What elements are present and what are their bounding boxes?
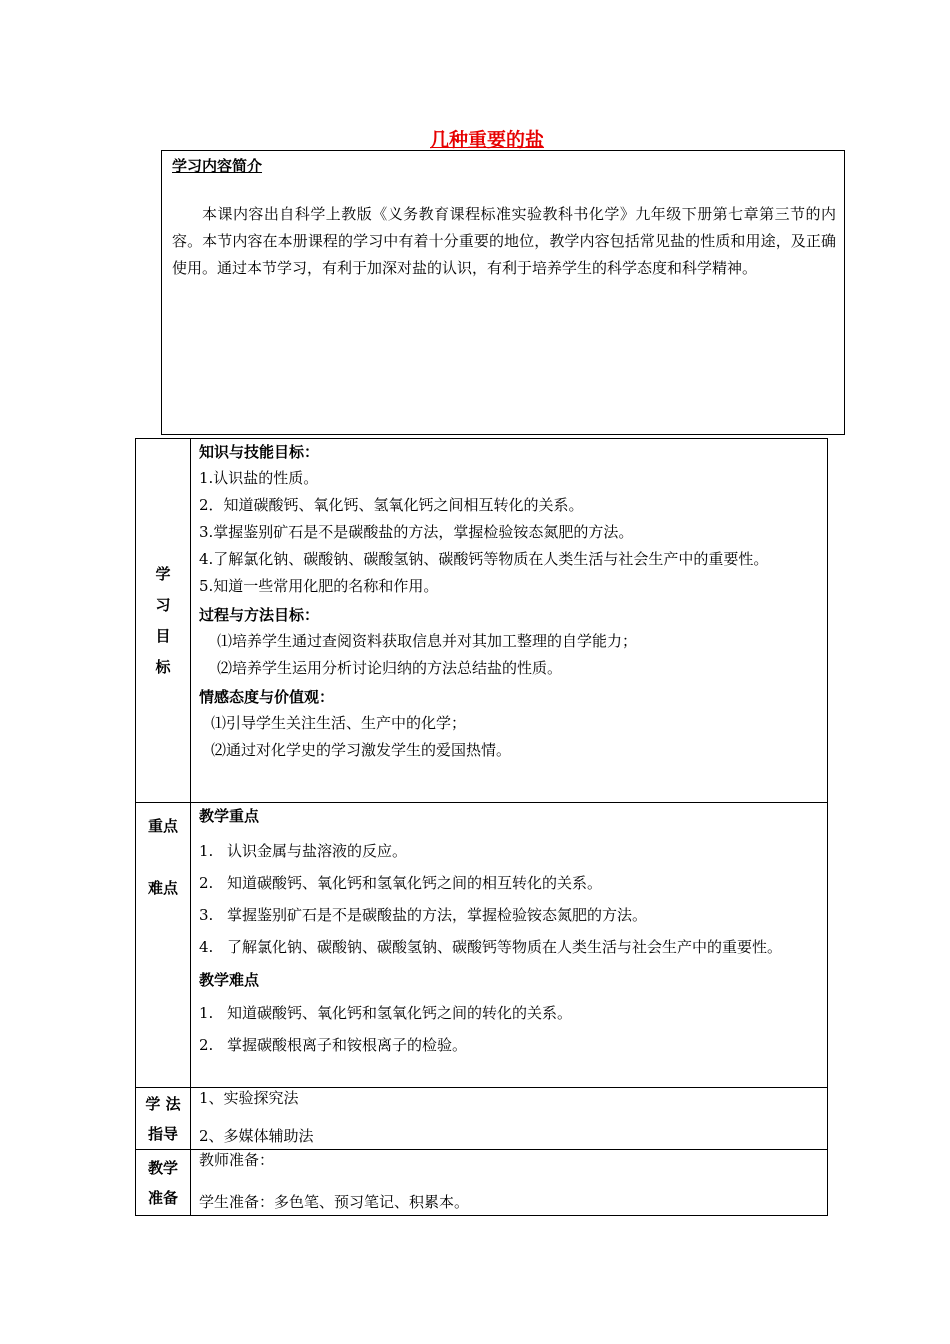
prep-label: 教学 准备 bbox=[136, 1150, 191, 1216]
knowledge-item: 5.知道一些常用化肥的名称和作用。 bbox=[199, 577, 439, 595]
knowledge-heading: 知识与技能目标： bbox=[199, 443, 320, 461]
goals-row bbox=[136, 439, 828, 803]
difficulty-heading: 教学难点 bbox=[199, 971, 260, 989]
knowledge-item: 3.掌握鉴别矿石是不是碳酸盐的方法，掌握检验铵态氮肥的方法。 bbox=[199, 523, 634, 541]
intro-heading: 学习内容简介 bbox=[172, 157, 263, 175]
focus-heading: 教学重点 bbox=[199, 807, 260, 825]
methods-row bbox=[136, 1088, 828, 1150]
focus-item: 1. 认识金属与盐溶液的反应。 bbox=[199, 842, 408, 860]
process-heading: 过程与方法目标： bbox=[199, 606, 320, 624]
document-title: 几种重要的盐 bbox=[430, 129, 545, 151]
methods-content bbox=[191, 1088, 828, 1150]
emotion-item: ⑵通过对化学史的学习激发学生的爱国热情。 bbox=[211, 741, 512, 759]
intro-box bbox=[161, 150, 845, 435]
emotion-heading: 情感态度与价值观： bbox=[199, 688, 335, 706]
focus-item: 4. 了解氯化钠、碳酸钠、碳酸氢钠、碳酸钙等物质在人类生活与社会生产中的重要性。 bbox=[199, 938, 783, 956]
goals-content bbox=[191, 439, 828, 803]
process-item: ⑵培养学生运用分析讨论归纳的方法总结盐的性质。 bbox=[217, 659, 563, 677]
prep-row bbox=[136, 1150, 828, 1216]
methods-label: 学 法 指导 bbox=[136, 1088, 191, 1150]
lesson-plan-table bbox=[135, 438, 828, 1216]
goals-label: 学 习 目 标 bbox=[136, 439, 191, 803]
method-item: 1、实验探究法 bbox=[199, 1089, 299, 1107]
teacher-prep: 教师准备： bbox=[199, 1151, 275, 1169]
knowledge-item: 1.认识盐的性质。 bbox=[199, 469, 319, 487]
difficulty-item: 1. 知道碳酸钙、氧化钙和氢氧化钙之间的转化的关系。 bbox=[199, 1004, 573, 1022]
intro-text: 本课内容出自科学上教版《义务教育课程标准实验教科书化学》九年级下册第七章第三节的内容。本节内容在本册课程的学习中有着十分重要的地位，教学内容包括常见盐的性质和用途，及正确使用。通过本节学习，有利于加深对盐的认识，有利于培养学生的科学态度和科学精神。 bbox=[172, 205, 836, 277]
prep-content bbox=[191, 1150, 828, 1216]
focus-item: 2. 知道碳酸钙、氧化钙和氢氧化钙之间的相互转化的关系。 bbox=[199, 874, 603, 892]
keypoints-content bbox=[191, 803, 828, 1088]
process-item: ⑴培养学生通过查阅资料获取信息并对其加工整理的自学能力； bbox=[217, 632, 638, 650]
student-prep: 学生准备：多色笔、预习笔记、积累本。 bbox=[199, 1193, 470, 1211]
keypoints-label: 重点 难点 bbox=[136, 803, 191, 1088]
knowledge-item: 4.了解氯化钠、碳酸钠、碳酸氢钠、碳酸钙等物质在人类生活与社会生产中的重要性。 bbox=[199, 550, 769, 568]
emotion-item: ⑴引导学生关注生活、生产中的化学； bbox=[211, 714, 467, 732]
difficulty-item: 2. 掌握碳酸根离子和铵根离子的检验。 bbox=[199, 1036, 468, 1054]
method-item: 2、多媒体辅助法 bbox=[199, 1127, 314, 1145]
knowledge-item: 2．知道碳酸钙、氧化钙、氢氧化钙之间相互转化的关系。 bbox=[199, 496, 584, 514]
focus-item: 3. 掌握鉴别矿石是不是碳酸盐的方法，掌握检验铵态氮肥的方法。 bbox=[199, 906, 648, 924]
keypoints-row bbox=[136, 803, 828, 1088]
